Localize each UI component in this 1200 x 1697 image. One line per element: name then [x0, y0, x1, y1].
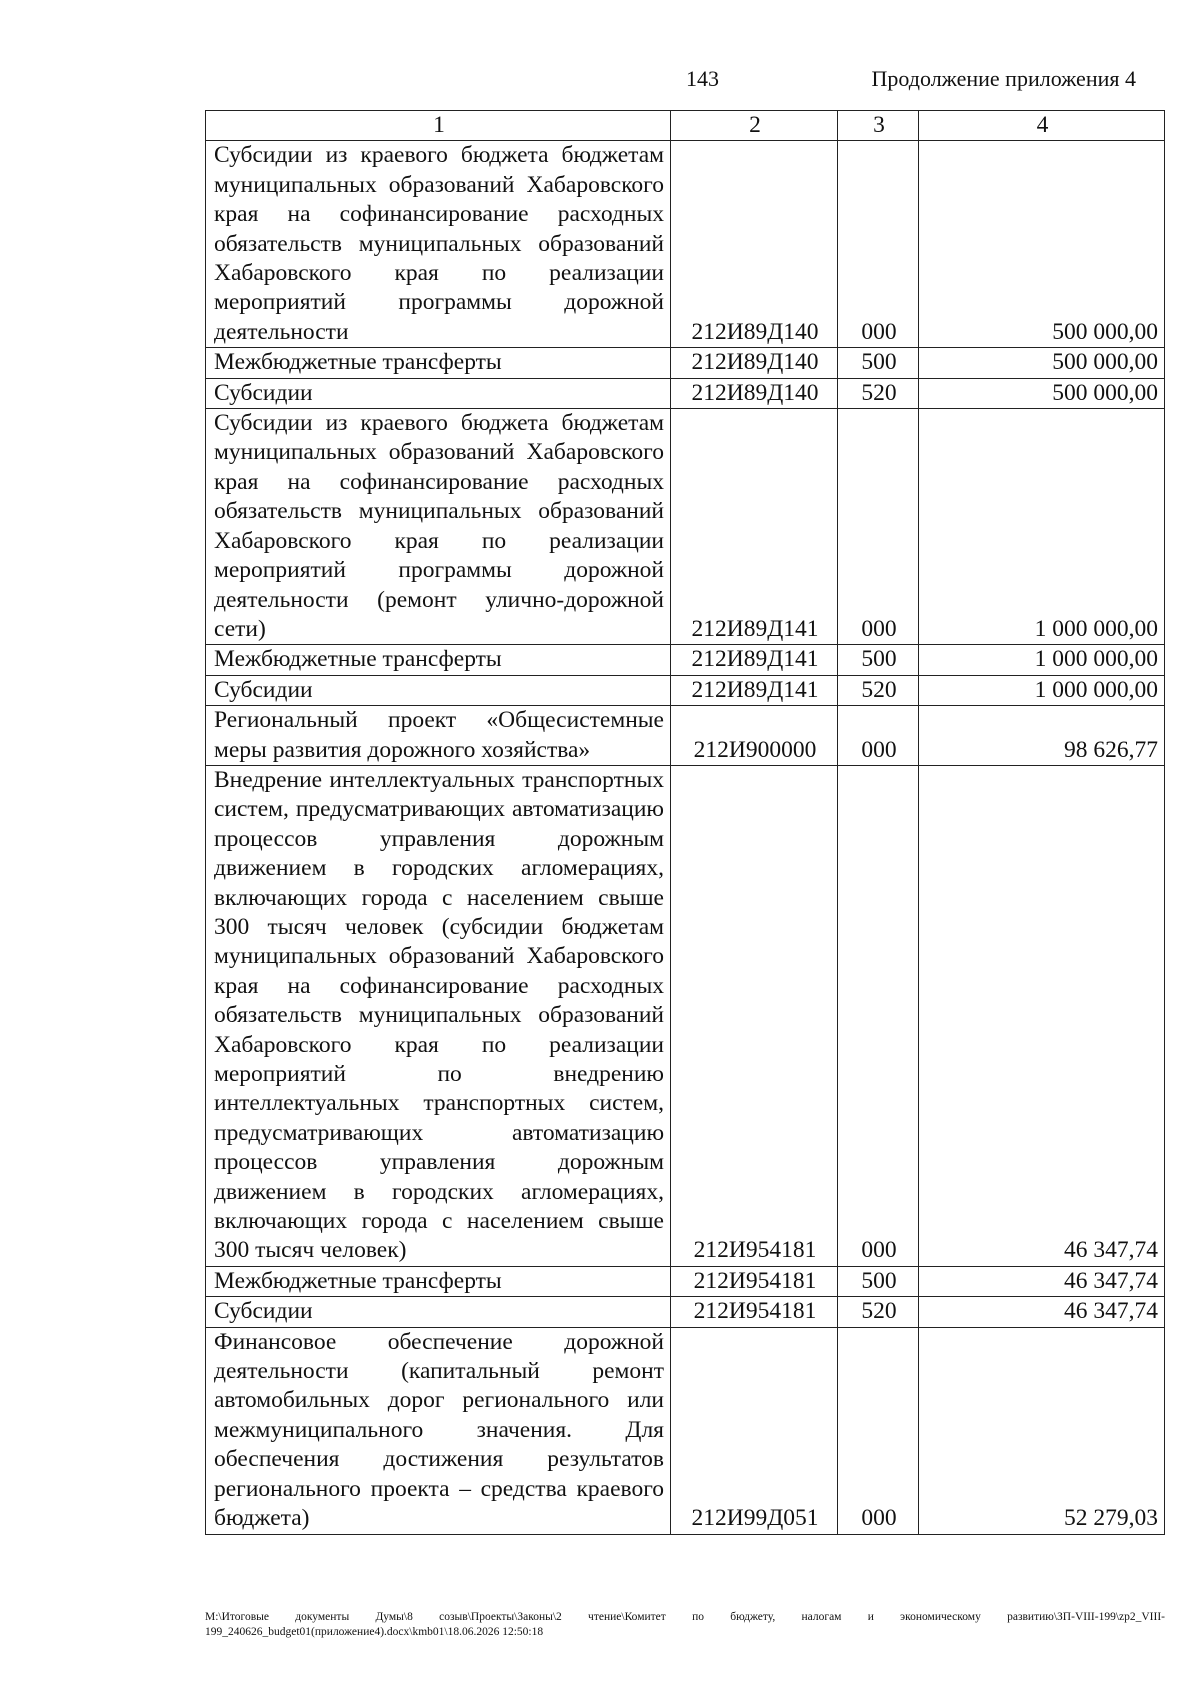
row-name: Субсидии	[206, 675, 671, 705]
row-amount: 52 279,03	[919, 1327, 1165, 1534]
row-type: 000	[838, 409, 919, 645]
row-amount: 98 626,77	[919, 706, 1165, 766]
row-code: 212И954181	[671, 1266, 838, 1296]
row-name: Субсидии из краевого бюджета бюджетам муниципальных образований Хабаровского края на софинансирование расходных обязательств муниципальных образований Хабаровского края по реализации мероприятий программы дорожной деятельности	[206, 141, 671, 348]
table-header-row	[206, 111, 1165, 141]
column-header: 3	[838, 111, 919, 141]
table-row	[206, 645, 1165, 675]
row-code: 212И89Д140	[671, 348, 838, 378]
row-code: 212И954181	[671, 1297, 838, 1327]
row-code: 212И99Д051	[671, 1327, 838, 1534]
row-type: 000	[838, 706, 919, 766]
row-amount: 46 347,74	[919, 1297, 1165, 1327]
row-code: 212И954181	[671, 765, 838, 1266]
table-row	[206, 141, 1165, 348]
row-type: 000	[838, 141, 919, 348]
row-amount: 1 000 000,00	[919, 409, 1165, 645]
row-name: Региональный проект «Общесистемные меры развития дорожного хозяйства»	[206, 706, 671, 766]
row-code: 212И89Д141	[671, 645, 838, 675]
row-amount: 46 347,74	[919, 765, 1165, 1266]
column-header: 1	[206, 111, 671, 141]
table-row	[206, 706, 1165, 766]
row-code: 212И89Д140	[671, 378, 838, 408]
row-type: 000	[838, 1327, 919, 1534]
row-amount: 500 000,00	[919, 348, 1165, 378]
row-type: 520	[838, 1297, 919, 1327]
row-type: 520	[838, 675, 919, 705]
row-amount: 1 000 000,00	[919, 645, 1165, 675]
table-row	[206, 1266, 1165, 1296]
row-type: 520	[838, 378, 919, 408]
row-type: 500	[838, 645, 919, 675]
table-row	[206, 409, 1165, 645]
table-row	[206, 1327, 1165, 1534]
row-amount: 46 347,74	[919, 1266, 1165, 1296]
row-name: Межбюджетные трансферты	[206, 645, 671, 675]
budget-table	[205, 110, 1165, 1535]
row-name: Межбюджетные трансферты	[206, 348, 671, 378]
row-code: 212И89Д140	[671, 141, 838, 348]
row-name: Субсидии	[206, 1297, 671, 1327]
column-header: 4	[919, 111, 1165, 141]
row-type: 500	[838, 348, 919, 378]
table-row	[206, 765, 1165, 1266]
row-code: 212И89Д141	[671, 675, 838, 705]
row-name: Межбюджетные трансферты	[206, 1266, 671, 1296]
row-type: 500	[838, 1266, 919, 1296]
table-row	[206, 1297, 1165, 1327]
row-amount: 1 000 000,00	[919, 675, 1165, 705]
row-amount: 500 000,00	[919, 141, 1165, 348]
page-number: 143	[686, 66, 719, 91]
row-name: Субсидии	[206, 378, 671, 408]
row-name: Внедрение интеллектуальных транспортных систем, предусматривающих автоматизацию процессов управления дорожным движением в городских агломерациях, включающих города с населением свыше 300 тысяч человек (субсидии бюджетам муниципальных образований Хабаровского края на софинансирование расходных обязательств муниципальных образований Хабаровского края по реализации мероприятий по внедрению интеллектуальных транспортных систем, предусматривающих автоматизацию процессов управления дорожным движением в городских агломерациях, включающих города с населением свыше 300 тысяч человек)	[206, 765, 671, 1266]
row-code: 212И900000	[671, 706, 838, 766]
column-header: 2	[671, 111, 838, 141]
table-row	[206, 348, 1165, 378]
appendix-continuation-label: Продолжение приложения 4	[871, 66, 1136, 91]
row-type: 000	[838, 765, 919, 1266]
page-header	[0, 66, 1200, 102]
table-row	[206, 378, 1165, 408]
document-path-footer: M:\Итоговые документы Думы\8 созыв\Проекты\Законы\2 чтение\Комитет по бюджету, налогам и экономическому развитию\ЗП-VIII-199\zp2_VIII-199_240626_budget01(приложение4).docx\kmb01\18.06.2026 12:50:18	[205, 1611, 1165, 1638]
table-row	[206, 675, 1165, 705]
row-code: 212И89Д141	[671, 409, 838, 645]
row-name: Субсидии из краевого бюджета бюджетам муниципальных образований Хабаровского края на софинансирование расходных обязательств муниципальных образований Хабаровского края по реализации мероприятий программы дорожной деятельности (ремонт улично-дорожной сети)	[206, 409, 671, 645]
row-amount: 500 000,00	[919, 378, 1165, 408]
row-name: Финансовое обеспечение дорожной деятельности (капитальный ремонт автомобильных дорог регионального или межмуниципального значения. Для обеспечения достижения результатов регионального проекта – средства краевого бюджета)	[206, 1327, 671, 1534]
